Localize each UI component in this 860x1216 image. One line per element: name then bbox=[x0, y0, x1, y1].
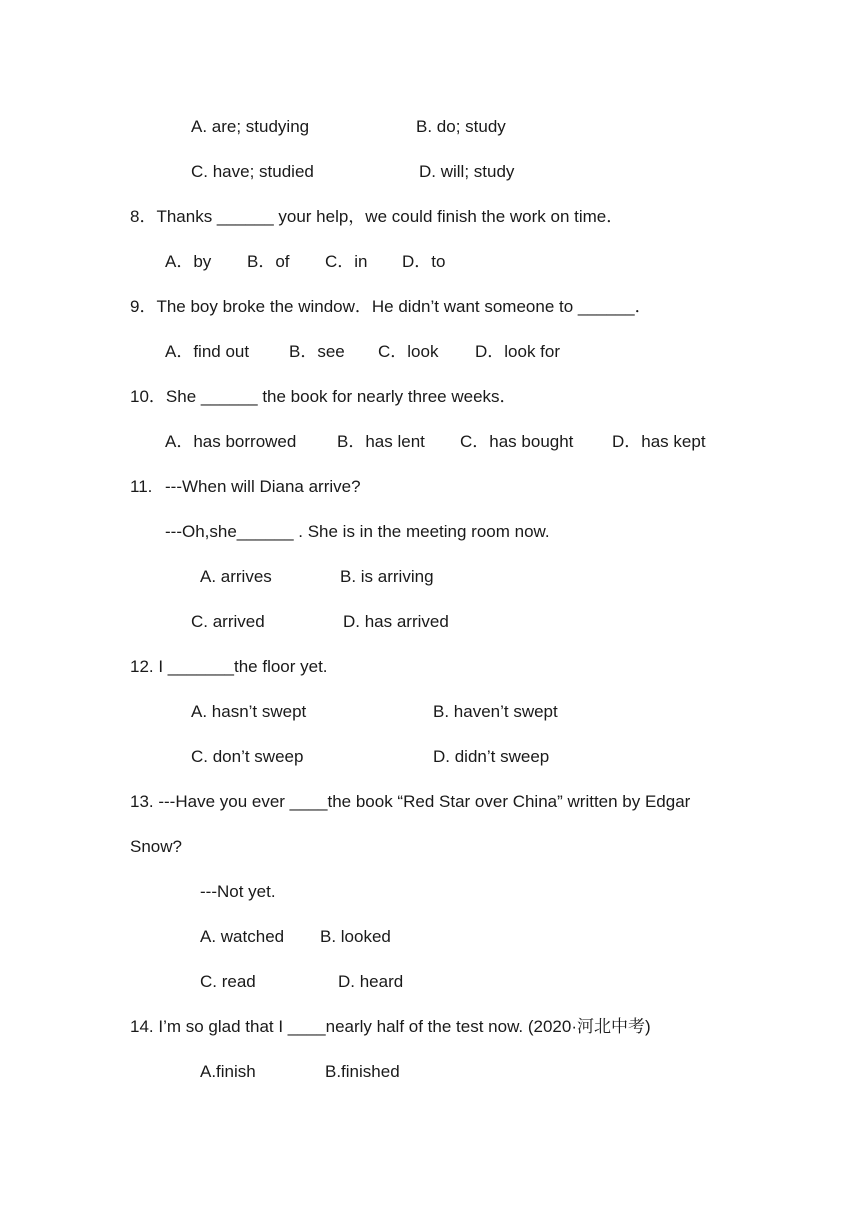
q11-option-b: B. is arriving bbox=[340, 567, 434, 586]
q13-stem-line1: 13. ---Have you ever ____the book “Red Star over China” written by Edgar bbox=[130, 792, 691, 811]
q12-stem: 12. I _______the floor yet. bbox=[130, 657, 328, 676]
q13-stem-line2: Snow? bbox=[130, 837, 182, 856]
q14-stem: 14. I’m so glad that I ____nearly half of the test now. (2020·河北中考) bbox=[130, 1017, 651, 1036]
q8-option-d: D．to bbox=[402, 252, 446, 271]
q7-option-d: D. will; study bbox=[419, 162, 515, 181]
q9-option-d: D．look for bbox=[475, 342, 561, 361]
q13-option-c: C. read bbox=[200, 972, 256, 991]
q10-option-c: C．has bought bbox=[460, 432, 574, 451]
q12-option-d: D. didn’t sweep bbox=[433, 747, 550, 766]
q8-option-b: B．of bbox=[247, 252, 290, 271]
q11-option-d: D. has arrived bbox=[343, 612, 449, 631]
q11-answer: ---Oh,she______ . She is in the meeting room now. bbox=[165, 522, 550, 541]
q12-option-a: A. hasn’t swept bbox=[191, 702, 307, 721]
q13-option-b: B. looked bbox=[320, 927, 391, 946]
q9-stem: 9．The boy broke the window．He didn’t want someone to ______． bbox=[130, 297, 652, 316]
q9-option-b: B．see bbox=[289, 342, 345, 361]
q8-option-a: A．by bbox=[165, 252, 212, 271]
q10-option-b: B．has lent bbox=[337, 432, 425, 451]
q13-option-d: D. heard bbox=[338, 972, 404, 991]
q7-option-c: C. have; studied bbox=[191, 162, 314, 181]
q11-number: 11. bbox=[130, 477, 153, 496]
q10-option-a: A．has borrowed bbox=[165, 432, 297, 451]
q12-option-b: B. haven’t swept bbox=[433, 702, 558, 721]
q7-option-a: A. are; studying bbox=[191, 117, 310, 136]
q11-option-a: A. arrives bbox=[200, 567, 272, 586]
q13-reply: ---Not yet. bbox=[200, 882, 276, 901]
q9-option-a: A．find out bbox=[165, 342, 250, 361]
q8-stem: 8．Thanks ______ your help，we could finish the work on time． bbox=[130, 207, 624, 226]
q10-stem: 10．She ______ the book for nearly three weeks． bbox=[130, 387, 517, 406]
q13-option-a: A. watched bbox=[200, 927, 285, 946]
q9-option-c: C．look bbox=[378, 342, 439, 361]
q14-option-b: B.finished bbox=[325, 1062, 400, 1081]
q12-option-c: C. don’t sweep bbox=[191, 747, 304, 766]
q11-option-c: C. arrived bbox=[191, 612, 265, 631]
q7-option-b: B. do; study bbox=[416, 117, 506, 136]
q14-option-a: A.finish bbox=[200, 1062, 256, 1081]
q8-option-c: C．in bbox=[325, 252, 368, 271]
q11-question: ---When will Diana arrive? bbox=[165, 477, 361, 496]
q10-option-d: D．has kept bbox=[612, 432, 706, 451]
